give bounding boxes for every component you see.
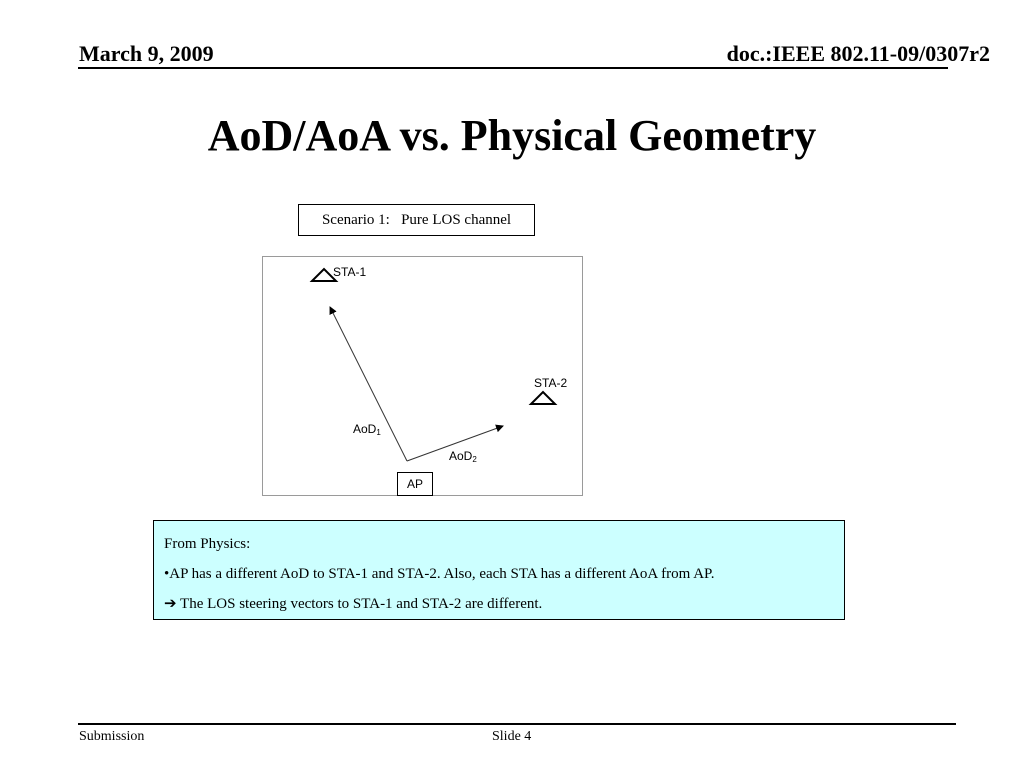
physics-bullet: •AP has a different AoD to STA-1 and STA-2. Also, each STA has a different AoA from AP. [164, 566, 715, 582]
footer-rule [78, 723, 956, 725]
aod1-label-text: AoD [353, 422, 377, 436]
physics-note-box [153, 520, 845, 620]
ap-box [397, 472, 433, 496]
slide-title: AoD/AoA vs. Physical Geometry [207, 111, 817, 160]
aod2-label-subscript: 2 [472, 455, 477, 464]
header-doc-id: doc.:IEEE 802.11-09/0307r2 [726, 41, 990, 66]
header-date: March 9, 2009 [79, 41, 214, 66]
ap-label: AP [406, 477, 423, 491]
aod1-label [353, 422, 381, 440]
physics-heading: From Physics: [164, 536, 251, 552]
aod1-label-subscript: 1 [376, 428, 381, 437]
physics-conclusion-line [164, 596, 834, 613]
sta2-label: STA-2 [534, 376, 568, 390]
header-rule [78, 67, 948, 69]
footer-slide-number: Slide 4 [492, 729, 532, 744]
aod2-label [449, 449, 477, 467]
sta1-label: STA-1 [333, 265, 367, 279]
physics-conclusion: The LOS steering vectors to STA-1 and STA-2 are different. [176, 596, 543, 612]
scenario-label: Scenario 1: Pure LOS channel [321, 211, 512, 228]
footer-submission: Submission [79, 729, 145, 744]
sta2-antenna-icon [531, 392, 555, 404]
geometry-diagram [262, 256, 583, 496]
arrow-right-icon: ➔ [164, 596, 177, 612]
aod2-label-text: AoD [449, 449, 473, 463]
scenario-label-box [298, 204, 535, 236]
